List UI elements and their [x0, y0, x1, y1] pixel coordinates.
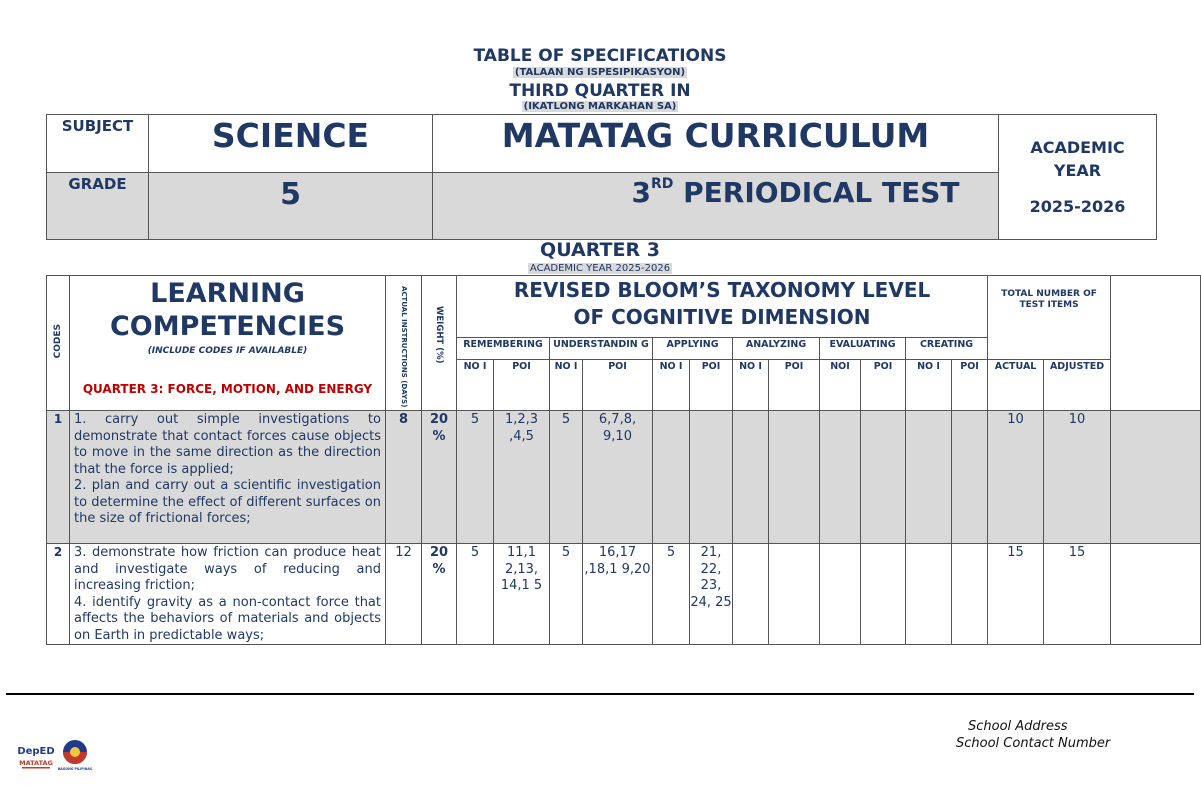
row-ana-noi	[733, 544, 769, 645]
row-cre-noi	[906, 411, 952, 544]
row-cre-noi	[906, 544, 952, 645]
row-competencies: 3. demonstrate how friction can produce heat and investigate ways of reducing and increasing friction; 4. identify gravity as a non-contact force that affects the behaviors of materials and objects on Earth in predictable ways;	[70, 544, 386, 645]
row-ana-poi	[769, 411, 820, 544]
actual-instructions-text: ACTUAL INSTRUCTIONS (DAYS)	[400, 286, 408, 408]
codes-header	[47, 276, 70, 411]
row-rem-noi: 5	[457, 411, 494, 544]
actual-header: ACTUAL	[988, 360, 1044, 411]
row-und-poi: 6,7,8, 9,10	[583, 411, 653, 544]
row-adjusted: 10	[1044, 411, 1111, 544]
row-actual: 15	[988, 544, 1044, 645]
test-ordinal: 3	[631, 176, 651, 209]
row-weight: 20 %	[422, 411, 457, 544]
und-poi-header: POI	[583, 360, 653, 411]
level-creating: CREATING	[906, 337, 988, 360]
academic-year-label-1: ACADEMIC	[1030, 138, 1125, 158]
academic-year-value: 2025-2026	[1029, 196, 1126, 216]
level-analyzing: ANALYZING	[733, 337, 820, 360]
doc-title: TABLE OF SPECIFICATIONS	[473, 46, 727, 66]
row-app-poi: 21, 22, 23, 24, 25	[690, 544, 733, 645]
row-eva-poi	[861, 411, 906, 544]
row-ana-noi	[733, 411, 769, 544]
row-und-noi: 5	[550, 544, 583, 645]
rbt-title-1: REVISED BLOOM’S TAXONOMY LEVEL	[513, 278, 931, 302]
rbt-title-2: OF COGNITIVE DIMENSION	[573, 305, 871, 329]
matatag-logo-text: MATATAG	[19, 759, 53, 767]
row-cre-poi	[952, 411, 988, 544]
level-applying: APPLYING	[653, 337, 733, 360]
row-index: 2	[47, 544, 70, 645]
ana-poi-header: POI	[769, 360, 820, 411]
app-noi-header: NO I	[653, 360, 690, 411]
actual-instructions-header	[386, 276, 422, 411]
lc-title-1: LEARNING	[150, 278, 305, 309]
total-items-header: TOTAL NUMBER OF TEST ITEMS	[988, 276, 1111, 360]
quarter-academic-year-text: ACADEMIC YEAR 2025-2026	[529, 263, 671, 274]
row-index: 1	[47, 411, 70, 544]
rem-poi-header: POI	[494, 360, 550, 411]
blank-header-cell	[1111, 276, 1201, 411]
quarter-title-translation	[0, 101, 1200, 112]
grade-value: 5	[149, 173, 433, 240]
cre-poi-header: POI	[952, 360, 988, 411]
row-cre-poi	[952, 544, 988, 645]
row-rem-poi: 1,2,3 ,4,5	[494, 411, 550, 544]
academic-year-label-2: YEAR	[1053, 161, 1102, 181]
weight-header	[422, 276, 457, 411]
lc-subtitle: (INCLUDE CODES IF AVAILABLE)	[147, 346, 308, 356]
row-adjusted: 15	[1044, 544, 1111, 645]
table-row	[47, 544, 1201, 645]
rem-noi-header: NO I	[457, 360, 494, 411]
weight-header-text: WEIGHT (%)	[434, 306, 444, 364]
lc-quarter-topic: QUARTER 3: FORCE, MOTION, AND ENERGY	[82, 382, 373, 396]
deped-matatag-logo	[16, 742, 56, 772]
doc-title-translation-text: (TALAAN NG ISPESIPIKASYON)	[514, 67, 686, 78]
table-row	[47, 411, 1201, 544]
academic-year-cell	[999, 115, 1157, 240]
quarter-title: THIRD QUARTER IN	[509, 81, 691, 101]
footer-divider	[6, 693, 1194, 695]
row-competencies: 1. carry out simple investigations to demonstrate that contact forces cause objects to move in the same direction as the direction that the force is applied; 2. plan and carry out a scientific investigation to determine the effect of different surfaces on the size of frictional forces;	[70, 411, 386, 544]
quarter-heading: QUARTER 3	[540, 239, 660, 261]
periodical-test-title	[433, 173, 999, 240]
row-blank	[1111, 544, 1201, 645]
curriculum-title: MATATAG CURRICULUM	[433, 115, 999, 173]
school-contact-number: School Contact Number	[956, 736, 1111, 751]
row-eva-poi	[861, 544, 906, 645]
und-noi-header: NO I	[550, 360, 583, 411]
bagong-pilipinas-logo	[57, 738, 93, 772]
row-blank	[1111, 411, 1201, 544]
lc-title-2: COMPETENCIES	[109, 311, 346, 342]
eva-noi-header: NOI	[820, 360, 861, 411]
adjusted-header: ADJUSTED	[1044, 360, 1111, 411]
row-und-poi: 16,17 ,18,1 9,20	[583, 544, 653, 645]
row-und-noi: 5	[550, 411, 583, 544]
ana-noi-header: NO I	[733, 360, 769, 411]
row-eva-noi	[820, 411, 861, 544]
rbt-header	[457, 276, 988, 338]
row-days: 8	[386, 411, 422, 544]
eva-poi-header: POI	[861, 360, 906, 411]
level-understanding: UNDERSTANDIN G	[550, 337, 653, 360]
row-eva-noi	[820, 544, 861, 645]
level-evaluating: EVALUATING	[820, 337, 906, 360]
learning-competencies-header	[70, 276, 386, 411]
specifications-table	[46, 275, 1201, 645]
row-weight: 20 %	[422, 544, 457, 645]
bagong-pilipinas-text: BAGONG PILIPINAS	[57, 767, 93, 771]
school-address: School Address	[968, 719, 1068, 734]
row-app-noi: 5	[653, 544, 690, 645]
grade-label: GRADE	[47, 173, 149, 240]
test-ordinal-suffix: RD	[650, 176, 674, 192]
quarter-title-translation-text: (IKATLONG MARKAHAN SA)	[523, 101, 677, 112]
test-name: PERIODICAL TEST	[673, 176, 960, 209]
row-rem-poi: 11,1 2,13, 14,1 5	[494, 544, 550, 645]
quarter-academic-year	[0, 263, 1200, 274]
subject-value: SCIENCE	[149, 115, 433, 173]
row-rem-noi: 5	[457, 544, 494, 645]
app-poi-header: POI	[690, 360, 733, 411]
row-ana-poi	[769, 544, 820, 645]
deped-logo-text: DepED	[17, 746, 55, 757]
row-days: 12	[386, 544, 422, 645]
row-app-poi	[690, 411, 733, 544]
level-remembering: REMEMBERING	[457, 337, 550, 360]
codes-header-text: CODES	[53, 324, 63, 359]
doc-title-translation	[0, 67, 1200, 78]
header-table	[46, 114, 1157, 240]
row-actual: 10	[988, 411, 1044, 544]
row-app-noi	[653, 411, 690, 544]
subject-label: SUBJECT	[47, 115, 149, 173]
cre-noi-header: NO I	[906, 360, 952, 411]
